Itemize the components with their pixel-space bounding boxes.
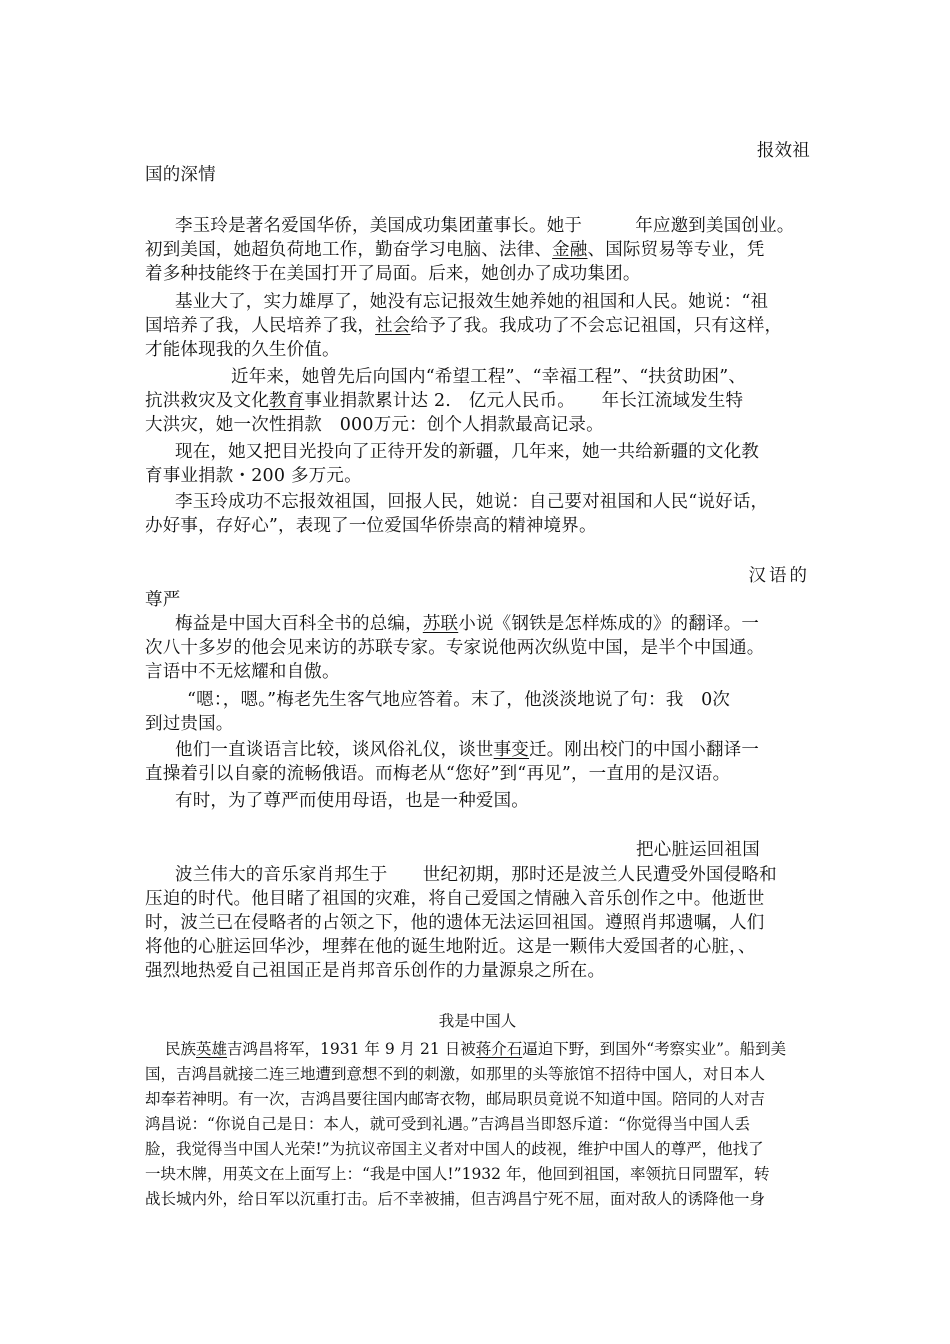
section1-p3-line2: 抗洪救灾及文化教育事业捐款累计达 2. 亿元人民币。 年长江流域发生特: [145, 391, 744, 411]
section2-p4-line1: 有时，为了尊严而使用母语，也是一种爱国。: [175, 791, 529, 811]
section2-p1-line3: 言语中不无炫耀和自傲。: [145, 662, 340, 682]
link-jinrong[interactable]: 金融: [552, 240, 588, 260]
section4-line2: 国，吉鸿昌就接二连三地遭到意想不到的刺激，如那里的头等旅馆不招待中国人，对日本人: [145, 1065, 766, 1083]
section3-line5: 强烈地热爱自己祖国正是肖邦音乐创作的力量源泉之所在。: [145, 961, 606, 981]
section4-line6: 一块木牌，用英文在上面写上：“我是中国人!”1932 年，他回到祖国，率领抗日同盟军，转: [145, 1165, 770, 1183]
section1-title-part2: 国的深情: [145, 165, 216, 185]
section3-line2: 压迫的时代。他目睹了祖国的灾难，将自己爱国之情融入音乐创作之中。他逝世: [145, 889, 765, 909]
section2-p3-line2: 直操着引以自豪的流畅俄语。而梅老从“您好”到“再见”，一直用的是汉语。: [145, 764, 731, 784]
link-shibian[interactable]: 事变: [493, 740, 530, 760]
section4-line7: 战长城内外，给日军以沉重打击。后不幸被捕，但吉鸿昌宁死不屈，面对敌人的诱降他一身: [145, 1190, 766, 1208]
link-jiangjieshi[interactable]: 蒋介石: [475, 1040, 523, 1058]
link-yingxiong[interactable]: 英雄: [196, 1040, 228, 1058]
section4-title: 我是中国人: [438, 1012, 517, 1030]
section3-title: 把心脏运回祖国: [636, 840, 760, 860]
section2-title-part2: 尊严: [145, 590, 181, 610]
section2-p1-line2: 次八十多岁的他会见来访的苏联专家。专家说他两次纵览中国，是半个中国通。: [145, 638, 765, 658]
link-jiaoyu[interactable]: 教育: [268, 391, 305, 411]
section1-p1-line1: 李玉玲是著名爱国华侨，美国成功集团董事长。她于 年应邀到美国创业。: [175, 216, 795, 236]
section3-line1: 波兰伟大的音乐家肖邦生于 世纪初期，那时还是波兰人民遭受外国侵略和: [175, 865, 777, 885]
section4-line4: 鸿昌说：“你说自己是日：本人，就可受到礼遇。”吉鸿昌当即怒斥道：“你觉得当中国人丢: [145, 1115, 751, 1133]
section2-title-part1: 汉语的: [748, 566, 810, 586]
section1-p4-line1: 现在，她又把目光投向了正待开发的新疆，几年来，她一共给新疆的文化教: [175, 442, 760, 462]
link-shehui[interactable]: 社会: [375, 316, 411, 336]
section1-p2-line1: 基业大了，实力雄厚了，她没有忘记报效生她养她的祖国和人民。她说：“祖: [175, 292, 769, 312]
section1-p3-line3: 大洪灾，她一次性捐款 000万元：创个人捐款最高记录。: [145, 415, 604, 435]
section1-p5-line2: 办好事，存好心”，表现了一位爱国华侨崇高的精神境界。: [145, 516, 597, 536]
section1-p1-line3: 着多种技能终于在美国打开了局面。后来，她创办了成功集团。: [145, 264, 641, 284]
section1-p1-line2: 初到美国，她超负荷地工作，勤奋学习电脑、法律、金融、国际贸易等专业，凭: [145, 240, 765, 260]
section1-p5-line1: 李玉玲成功不忘报效祖国，回报人民，她说：自己要对祖国和人民“说好话，: [175, 492, 769, 512]
section1-title-part1: 报效祖: [756, 141, 810, 161]
section1-p2-line2: 国培养了我，人民培养了我，社会给予了我。我成功了不会忘记祖国，只有这样，: [145, 316, 783, 336]
section2-p2-line1: “嗯：，嗯。”梅老先生客气地应答着。末了，他淡淡地说了句：我 0次: [187, 690, 731, 710]
section3-line3: 时，波兰已在侵略者的占领之下，他的遗体无法运回祖国。遵照肖邦遗嘱，人们: [145, 913, 765, 933]
section4-line3: 却奉若神明。有一次，吉鸿昌要往国内邮寄衣物，邮局职员竟说不知道中国。陪同的人对吉: [145, 1090, 766, 1108]
section2-p1-line1: 梅益是中国大百科全书的总编，苏联小说《钢铁是怎样炼成的》的翻译。一: [175, 614, 760, 634]
section4-line1: 民族英雄吉鸿昌将军，1931 年 9 月 21 日被蒋介石逼迫下野，到国外“考察实业”。船到美: [165, 1040, 787, 1058]
section1-p3-line1: 近年来，她曾先后向国内“希望工程”、“幸福工程”、“扶贫助困”、: [231, 367, 747, 387]
section1-p2-line3: 才能体现我的久生价值。: [145, 340, 340, 360]
section2-p2-line2: 到过贵国。: [145, 714, 234, 734]
section1-p4-line2: 育事业捐款・200 多万元。: [145, 466, 362, 486]
section3-line4: 将他的心脏运回华沙，埋葬在他的诞生地附近。这是一颗伟大爱国者的心脏，、: [145, 937, 756, 957]
section2-p3-line1: 他们一直谈语言比较，谈风俗礼仪，谈世事变迁。刚出校门的中国小翻译一: [175, 740, 760, 760]
section4-line5: 脸，我觉得当中国人光荣!”为抗议帝国主义者对中国人的歧视，维护中国人的尊严，他找了: [145, 1140, 764, 1158]
link-sulian[interactable]: 苏联: [422, 614, 459, 634]
